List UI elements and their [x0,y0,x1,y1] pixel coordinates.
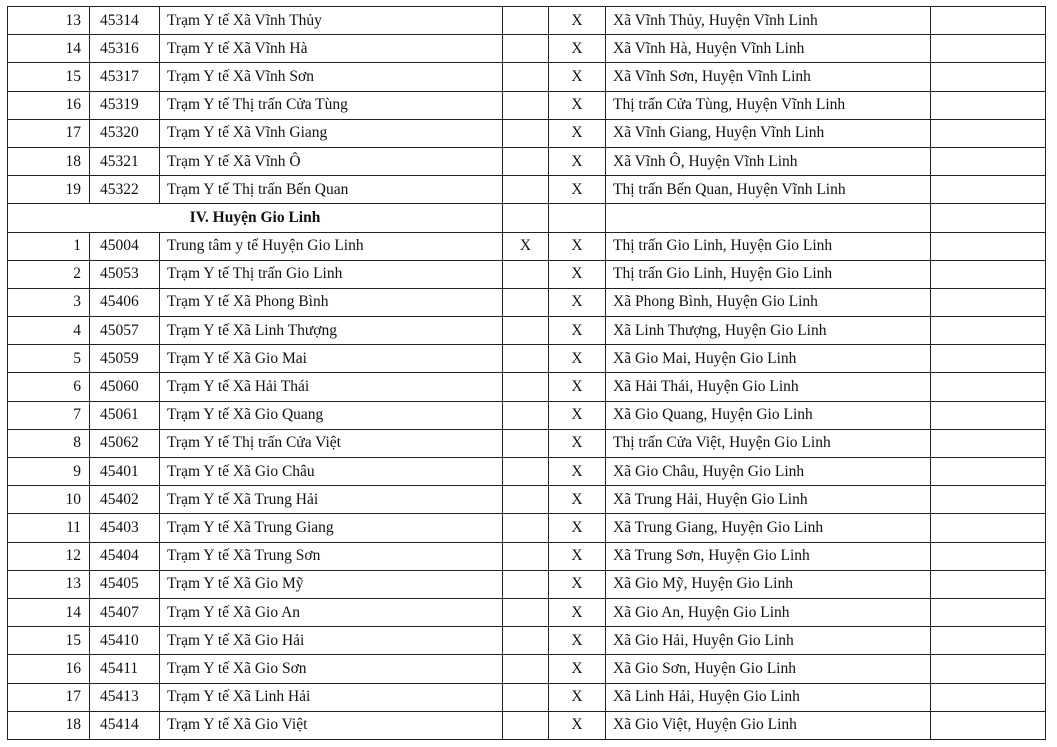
facility-name-cell: Trạm Y tế Xã Gio Hải [160,627,503,655]
empty-cell-col7 [931,373,1046,401]
table-row [8,288,1046,316]
address-cell: Xã Hải Thái, Huyện Gio Linh [606,373,931,401]
facility-name-cell: Trạm Y tế Xã Linh Hải [160,683,503,711]
address-cell: Xã Trung Giang, Huyện Gio Linh [606,514,931,542]
facility-code-cell: 45059 [90,345,160,373]
facility-name-cell: Trạm Y tế Xã Gio Châu [160,458,503,486]
section-header-row [8,204,1046,232]
facility-code-cell: 45060 [90,373,160,401]
empty-cell-col7 [931,119,1046,147]
facility-table [7,6,1046,740]
facility-code-cell: 45403 [90,514,160,542]
row-number-cell: 16 [8,91,90,119]
mark-cell-col5: X [549,147,606,175]
mark-cell-col4 [503,401,549,429]
row-number-cell: 15 [8,627,90,655]
facility-name-cell: Trạm Y tế Xã Hải Thái [160,373,503,401]
table-row [8,711,1046,739]
address-cell: Xã Gio Sơn, Huyện Gio Linh [606,655,931,683]
empty-cell-col7 [931,514,1046,542]
facility-name-cell: Trạm Y tế Xã Trung Sơn [160,542,503,570]
mark-cell-col5: X [549,373,606,401]
empty-cell-col7 [931,260,1046,288]
section-empty-cell [503,204,549,232]
row-number-cell: 13 [8,570,90,598]
facility-code-cell: 45410 [90,627,160,655]
table-row [8,7,1046,35]
mark-cell-col4 [503,655,549,683]
empty-cell-col7 [931,7,1046,35]
empty-cell-col7 [931,542,1046,570]
mark-cell-col4 [503,91,549,119]
empty-cell-col7 [931,429,1046,457]
section-empty-cell [606,204,931,232]
mark-cell-col4 [503,7,549,35]
mark-cell-col5: X [549,514,606,542]
facility-code-cell: 45057 [90,317,160,345]
row-number-cell: 7 [8,401,90,429]
empty-cell-col7 [931,91,1046,119]
mark-cell-col4 [503,711,549,739]
empty-cell-col7 [931,345,1046,373]
mark-cell-col4 [503,486,549,514]
facility-code-cell: 45053 [90,260,160,288]
facility-code-cell: 45405 [90,570,160,598]
empty-cell-col7 [931,655,1046,683]
facility-code-cell: 45402 [90,486,160,514]
empty-cell-col7 [931,486,1046,514]
row-number-cell: 11 [8,514,90,542]
facility-code-cell: 45407 [90,598,160,626]
row-number-cell: 4 [8,317,90,345]
facility-name-cell: Trung tâm y tế Huyện Gio Linh [160,232,503,260]
facility-code-cell: 45320 [90,119,160,147]
address-cell: Xã Vĩnh Thủy, Huyện Vĩnh Linh [606,7,931,35]
facility-name-cell: Trạm Y tế Xã Vĩnh Sơn [160,63,503,91]
address-cell: Xã Vĩnh Giang, Huyện Vĩnh Linh [606,119,931,147]
table-row [8,147,1046,175]
table-row [8,345,1046,373]
empty-cell-col7 [931,147,1046,175]
address-cell: Xã Gio Mỹ, Huyện Gio Linh [606,570,931,598]
empty-cell-col7 [931,627,1046,655]
address-cell: Xã Vĩnh Ô, Huyện Vĩnh Linh [606,147,931,175]
table-row [8,63,1046,91]
mark-cell-col5: X [549,35,606,63]
mark-cell-col4 [503,373,549,401]
mark-cell-col5: X [549,345,606,373]
mark-cell-col4 [503,542,549,570]
empty-cell-col7 [931,35,1046,63]
section-empty-cell [931,204,1046,232]
empty-cell-col7 [931,683,1046,711]
table-row [8,514,1046,542]
empty-cell-col7 [931,570,1046,598]
mark-cell-col5: X [549,176,606,204]
row-number-cell: 3 [8,288,90,316]
row-number-cell: 18 [8,147,90,175]
facility-code-cell: 45322 [90,176,160,204]
facility-name-cell: Trạm Y tế Xã Trung Giang [160,514,503,542]
facility-code-cell: 45316 [90,35,160,63]
empty-cell-col7 [931,288,1046,316]
facility-code-cell: 45406 [90,288,160,316]
address-cell: Xã Gio Hải, Huyện Gio Linh [606,627,931,655]
table-row [8,458,1046,486]
mark-cell-col5: X [549,458,606,486]
address-cell: Thị trấn Bến Quan, Huyện Vĩnh Linh [606,176,931,204]
facility-name-cell: Trạm Y tế Xã Gio Việt [160,711,503,739]
row-number-cell: 14 [8,598,90,626]
mark-cell-col5: X [549,570,606,598]
row-number-cell: 18 [8,711,90,739]
mark-cell-col4: X [503,232,549,260]
table-row [8,317,1046,345]
section-empty-cell [549,204,606,232]
mark-cell-col5: X [549,401,606,429]
mark-cell-col5: X [549,429,606,457]
row-number-cell: 10 [8,486,90,514]
mark-cell-col5: X [549,486,606,514]
facility-code-cell: 45404 [90,542,160,570]
empty-cell-col7 [931,63,1046,91]
facility-code-cell: 45061 [90,401,160,429]
row-number-cell: 5 [8,345,90,373]
table-row [8,119,1046,147]
facility-name-cell: Trạm Y tế Xã Phong Bình [160,288,503,316]
address-cell: Thị trấn Cửa Tùng, Huyện Vĩnh Linh [606,91,931,119]
facility-name-cell: Trạm Y tế Thị trấn Gio Linh [160,260,503,288]
facility-code-cell: 45414 [90,711,160,739]
mark-cell-col4 [503,176,549,204]
address-cell: Thị trấn Cửa Việt, Huyện Gio Linh [606,429,931,457]
row-number-cell: 19 [8,176,90,204]
mark-cell-col5: X [549,655,606,683]
facility-name-cell: Trạm Y tế Xã Gio Sơn [160,655,503,683]
mark-cell-col5: X [549,288,606,316]
mark-cell-col4 [503,683,549,711]
facility-code-cell: 45411 [90,655,160,683]
address-cell: Xã Linh Hải, Huyện Gio Linh [606,683,931,711]
facility-name-cell: Trạm Y tế Xã Vĩnh Ô [160,147,503,175]
row-number-cell: 14 [8,35,90,63]
table-row [8,91,1046,119]
mark-cell-col5: X [549,542,606,570]
facility-code-cell: 45062 [90,429,160,457]
facility-name-cell: Trạm Y tế Xã Vĩnh Thủy [160,7,503,35]
mark-cell-col4 [503,63,549,91]
table-row [8,655,1046,683]
mark-cell-col4 [503,35,549,63]
mark-cell-col4 [503,317,549,345]
row-number-cell: 17 [8,683,90,711]
mark-cell-col5: X [549,317,606,345]
facility-code-cell: 45317 [90,63,160,91]
facility-code-cell: 45401 [90,458,160,486]
address-cell: Xã Gio Quang, Huyện Gio Linh [606,401,931,429]
mark-cell-col4 [503,627,549,655]
address-cell: Thị trấn Gio Linh, Huyện Gio Linh [606,260,931,288]
facility-name-cell: Trạm Y tế Xã Linh Thượng [160,317,503,345]
facility-code-cell: 45004 [90,232,160,260]
address-cell: Xã Trung Hải, Huyện Gio Linh [606,486,931,514]
mark-cell-col4 [503,458,549,486]
facility-name-cell: Trạm Y tế Thị trấn Cửa Tùng [160,91,503,119]
address-cell: Xã Trung Sơn, Huyện Gio Linh [606,542,931,570]
facility-name-cell: Trạm Y tế Xã Gio Quang [160,401,503,429]
facility-code-cell: 45413 [90,683,160,711]
mark-cell-col4 [503,119,549,147]
mark-cell-col5: X [549,598,606,626]
mark-cell-col5: X [549,627,606,655]
address-cell: Xã Phong Bình, Huyện Gio Linh [606,288,931,316]
empty-cell-col7 [931,598,1046,626]
empty-cell-col7 [931,176,1046,204]
address-cell: Xã Vĩnh Hà, Huyện Vĩnh Linh [606,35,931,63]
table-row [8,232,1046,260]
row-number-cell: 9 [8,458,90,486]
table-row [8,627,1046,655]
section-header-row-group [8,204,1046,232]
facility-code-cell: 45321 [90,147,160,175]
mark-cell-col5: X [549,711,606,739]
facility-code-cell: 45314 [90,7,160,35]
empty-cell-col7 [931,711,1046,739]
row-number-cell: 15 [8,63,90,91]
facility-name-cell: Trạm Y tế Xã Gio Mai [160,345,503,373]
mark-cell-col5: X [549,232,606,260]
document-page [7,6,1046,740]
facility-name-cell: Trạm Y tế Thị trấn Cửa Việt [160,429,503,457]
address-cell: Xã Gio Châu, Huyện Gio Linh [606,458,931,486]
row-number-cell: 17 [8,119,90,147]
facility-code-cell: 45319 [90,91,160,119]
table-row [8,598,1046,626]
table-row [8,570,1046,598]
mark-cell-col4 [503,514,549,542]
table-row [8,260,1046,288]
row-number-cell: 13 [8,7,90,35]
address-cell: Xã Gio Mai, Huyện Gio Linh [606,345,931,373]
table-row [8,373,1046,401]
mark-cell-col4 [503,260,549,288]
empty-cell-col7 [931,401,1046,429]
row-number-cell: 1 [8,232,90,260]
section-title: IV. Huyện Gio Linh [8,204,503,232]
mark-cell-col5: X [549,63,606,91]
address-cell: Xã Gio Việt, Huyện Gio Linh [606,711,931,739]
table-row [8,542,1046,570]
address-cell: Xã Linh Thượng, Huyện Gio Linh [606,317,931,345]
facility-name-cell: Trạm Y tế Xã Vĩnh Giang [160,119,503,147]
facility-name-cell: Trạm Y tế Xã Trung Hải [160,486,503,514]
row-number-cell: 6 [8,373,90,401]
row-number-cell: 12 [8,542,90,570]
row-number-cell: 2 [8,260,90,288]
mark-cell-col5: X [549,683,606,711]
table-row [8,35,1046,63]
mark-cell-col4 [503,429,549,457]
table-row [8,683,1046,711]
empty-cell-col7 [931,317,1046,345]
mark-cell-col5: X [549,7,606,35]
mark-cell-col4 [503,345,549,373]
empty-cell-col7 [931,458,1046,486]
table-body-bottom [8,232,1046,739]
table-body-top [8,7,1046,204]
empty-cell-col7 [931,232,1046,260]
table-row [8,486,1046,514]
mark-cell-col5: X [549,91,606,119]
address-cell: Thị trấn Gio Linh, Huyện Gio Linh [606,232,931,260]
mark-cell-col4 [503,147,549,175]
address-cell: Xã Gio An, Huyện Gio Linh [606,598,931,626]
row-number-cell: 16 [8,655,90,683]
table-row [8,429,1046,457]
facility-name-cell: Trạm Y tế Xã Gio An [160,598,503,626]
table-row [8,176,1046,204]
mark-cell-col4 [503,570,549,598]
mark-cell-col4 [503,598,549,626]
mark-cell-col4 [503,288,549,316]
facility-name-cell: Trạm Y tế Xã Vĩnh Hà [160,35,503,63]
address-cell: Xã Vĩnh Sơn, Huyện Vĩnh Linh [606,63,931,91]
facility-name-cell: Trạm Y tế Xã Gio Mỹ [160,570,503,598]
facility-name-cell: Trạm Y tế Thị trấn Bến Quan [160,176,503,204]
table-row [8,401,1046,429]
row-number-cell: 8 [8,429,90,457]
mark-cell-col5: X [549,260,606,288]
mark-cell-col5: X [549,119,606,147]
